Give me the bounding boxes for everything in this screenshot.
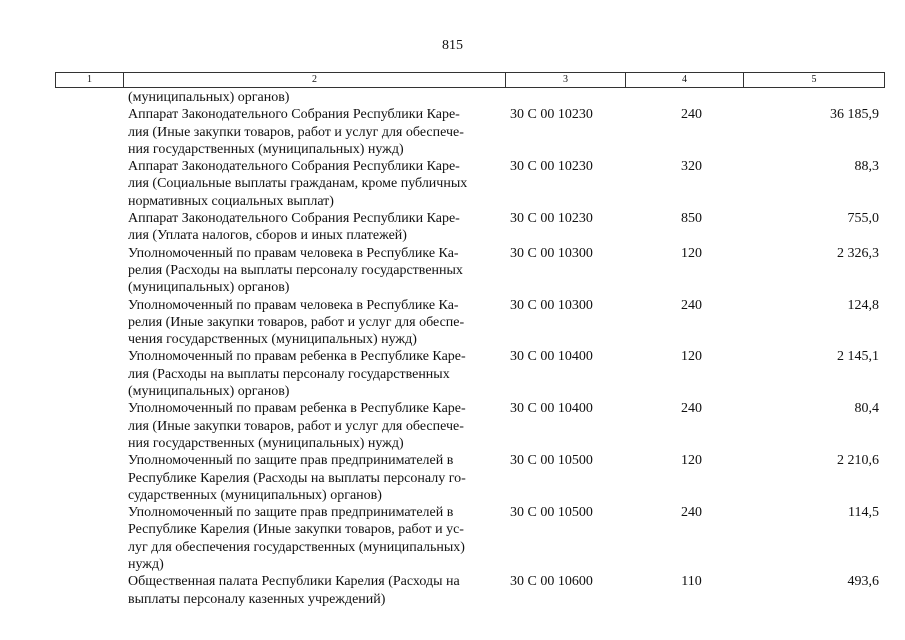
row-expense-type: 240 bbox=[681, 107, 702, 123]
row-target-code: 30 С 00 10400 bbox=[510, 349, 593, 365]
description-line: Уполномоченный по правам ребенка в Республике Каре- bbox=[128, 349, 466, 365]
description-line: лия (Иные закупки товаров, работ и услуг для обеспече- bbox=[128, 124, 464, 140]
description-line: Уполномоченный по правам ребенка в Республике Каре- bbox=[128, 401, 466, 417]
row-target-code: 30 С 00 10400 bbox=[510, 401, 593, 417]
row-description bbox=[128, 504, 509, 573]
description-line: лия (Расходы на выплаты персоналу государственных bbox=[128, 366, 450, 382]
table-row bbox=[55, 400, 885, 452]
row-expense-type: 240 bbox=[681, 505, 702, 521]
column-header-3: 3 bbox=[505, 73, 625, 87]
row-description bbox=[128, 348, 509, 400]
table-row bbox=[55, 573, 885, 608]
description-line: Общественная палата Республики Карелия (Расходы на bbox=[128, 574, 460, 590]
table-row bbox=[55, 106, 885, 158]
row-expense-type: 850 bbox=[681, 211, 702, 227]
row-target-code: 30 С 00 10230 bbox=[510, 159, 593, 175]
row-amount: 124,8 bbox=[847, 297, 879, 313]
row-description bbox=[128, 573, 509, 608]
table-row bbox=[55, 158, 885, 210]
table-header bbox=[55, 72, 885, 88]
row-target-code: 30 С 00 10500 bbox=[510, 453, 593, 469]
table-body bbox=[55, 89, 885, 608]
description-line: Уполномоченный по защите прав предпринимателей в bbox=[128, 453, 454, 469]
description-line: нужд) bbox=[128, 557, 164, 573]
description-line: луг для обеспечения государственных (муниципальных) bbox=[128, 539, 465, 555]
row-target-code: 30 С 00 10300 bbox=[510, 297, 593, 313]
row-expense-type: 240 bbox=[681, 401, 702, 417]
row-expense-type: 320 bbox=[681, 159, 702, 175]
description-line: выплаты персоналу казенных учреждений) bbox=[128, 591, 386, 607]
description-line: (муниципальных) органов) bbox=[128, 384, 290, 400]
description-line: релия (Иные закупки товаров, работ и услуг для обеспе- bbox=[128, 314, 465, 330]
description-line: сударственных (муниципальных) органов) bbox=[128, 487, 382, 503]
row-target-code: 30 С 00 10300 bbox=[510, 245, 593, 261]
row-amount: 493,6 bbox=[847, 574, 879, 590]
row-amount: 80,4 bbox=[854, 401, 879, 417]
description-line: лия (Иные закупки товаров, работ и услуг для обеспече- bbox=[128, 418, 464, 434]
table-row bbox=[55, 210, 885, 245]
row-target-code: 30 С 00 10230 bbox=[510, 107, 593, 123]
row-expense-type: 120 bbox=[681, 245, 702, 261]
description-line: нормативных социальных выплат) bbox=[128, 193, 334, 209]
description-line: Республике Карелия (Расходы на выплаты персоналу го- bbox=[128, 470, 466, 486]
row-amount: 2 145,1 bbox=[837, 349, 879, 365]
page-number: 815 bbox=[442, 38, 463, 53]
description-line: чения государственных (муниципальных) нужд) bbox=[128, 332, 417, 348]
column-header-4: 4 bbox=[625, 73, 743, 87]
description-line: (муниципальных) органов) bbox=[128, 90, 290, 105]
row-amount: 2 326,3 bbox=[837, 245, 879, 261]
description-line: Уполномоченный по правам человека в Республике Ка- bbox=[128, 297, 459, 313]
description-line: (муниципальных) органов) bbox=[128, 280, 290, 296]
description-line: Аппарат Законодательного Собрания Республики Каре- bbox=[128, 159, 460, 175]
row-description bbox=[128, 400, 509, 452]
row-target-code: 30 С 00 10600 bbox=[510, 574, 593, 590]
row-amount: 2 210,6 bbox=[837, 453, 879, 469]
description-line: ния государственных (муниципальных) нужд) bbox=[128, 141, 404, 157]
row-amount: 755,0 bbox=[847, 211, 879, 227]
table-row bbox=[55, 348, 885, 400]
column-header-1: 1 bbox=[87, 74, 92, 85]
row-amount: 114,5 bbox=[848, 505, 879, 521]
column-header-5: 5 bbox=[743, 73, 884, 87]
row-expense-type: 120 bbox=[681, 453, 702, 469]
row-description bbox=[128, 245, 509, 297]
row-amount: 36 185,9 bbox=[830, 107, 879, 123]
description-line: Уполномоченный по защите прав предпринимателей в bbox=[128, 505, 454, 521]
row-expense-type: 110 bbox=[681, 574, 702, 590]
row-target-code: 30 С 00 10230 bbox=[510, 211, 593, 227]
description-line: релия (Расходы на выплаты персоналу государственных bbox=[128, 262, 463, 278]
row-description bbox=[128, 89, 509, 106]
row-description bbox=[128, 106, 509, 158]
table-row bbox=[55, 452, 885, 504]
row-description bbox=[128, 210, 509, 245]
description-line: Республике Карелия (Иные закупки товаров, работ и ус- bbox=[128, 522, 464, 538]
description-line: ния государственных (муниципальных) нужд) bbox=[128, 435, 404, 451]
description-line: лия (Социальные выплаты гражданам, кроме публичных bbox=[128, 176, 468, 192]
table-row bbox=[55, 297, 885, 349]
table-row bbox=[55, 245, 885, 297]
description-line: Аппарат Законодательного Собрания Республики Каре- bbox=[128, 211, 460, 227]
table-row bbox=[55, 89, 885, 106]
description-line: Уполномоченный по правам человека в Республике Ка- bbox=[128, 245, 459, 261]
row-expense-type: 120 bbox=[681, 349, 702, 365]
row-expense-type: 240 bbox=[681, 297, 702, 313]
description-line: лия (Уплата налогов, сборов и иных платежей) bbox=[128, 228, 407, 244]
table-row bbox=[55, 504, 885, 573]
row-amount: 88,3 bbox=[854, 159, 879, 175]
row-target-code: 30 С 00 10500 bbox=[510, 505, 593, 521]
description-line: Аппарат Законодательного Собрания Республики Каре- bbox=[128, 107, 460, 123]
column-header-2: 2 bbox=[123, 73, 505, 87]
row-description bbox=[128, 297, 509, 349]
row-description bbox=[128, 452, 509, 504]
row-description bbox=[128, 158, 509, 210]
